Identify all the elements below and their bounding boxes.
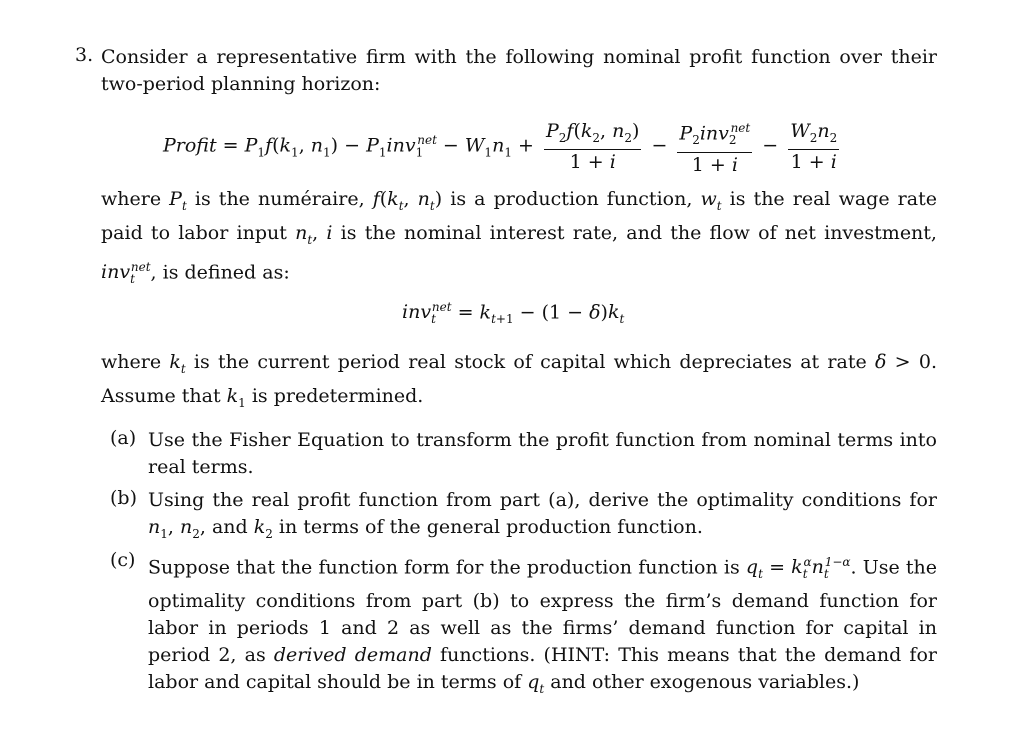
capital-paragraph: where $k_t$ is the current period real stock of capital which depreciates at rate δ > 0. Assume that $k_1$ is predetermined.: [101, 351, 937, 410]
question-intro: Consider a representative firm with the following nominal profit function over their two-period planning horizon:: [101, 46, 937, 95]
part-a-label: (a): [110, 427, 137, 449]
part-c-label: (c): [110, 549, 136, 571]
part-b-label: (b): [110, 487, 137, 509]
question-number: 3.: [75, 44, 94, 66]
part-b-text: Using the real profit function from part (a), derive the optimality conditions for $n_1$, $n_2$, and $k_2$ in terms of the general production function.: [148, 489, 937, 541]
part-a-text: Use the Fisher Equation to transform the profit function from nominal terms into real terms.: [148, 429, 937, 478]
where-paragraph: where $P_t$ is the numéraire, $f(k_t$, $n_t$) is a production function, $w_t$ is the real wage rate paid to labor input $n_t$, i is the nominal interest rate, and the flow of net investment, inv$_t^{net}$, is defined as:: [101, 188, 937, 286]
part-c-text: Suppose that the function form for the production function is $q_t = k_t^\alpha n_t^{1-\alpha}$. Use the optimality conditions from part (b) to express the firm’s demand function for labor in periods 1 and 2 as well as the firms’ demand function for capital in period 2, as derived demand functions. (HINT: This means that the demand for labor and capital should be in terms of $q_t$ and other exogenous variables.): [148, 555, 938, 696]
investment-equation: $inv_t^{net} = k_{t+1} - (1 - \delta)k_t$: [402, 300, 625, 327]
profit-equation: Profit = $P_1f(k_1$, $n_1) - P_1inv_1^{net} - W_1n_1$ + $\frac{P_2f(k_2, n_2)}{1 + i}$ − $\frac{P_2inv_2^{net}}{1 + i}$ − $\frac{W_2n_2}{1 + i}$: [163, 116, 843, 177]
